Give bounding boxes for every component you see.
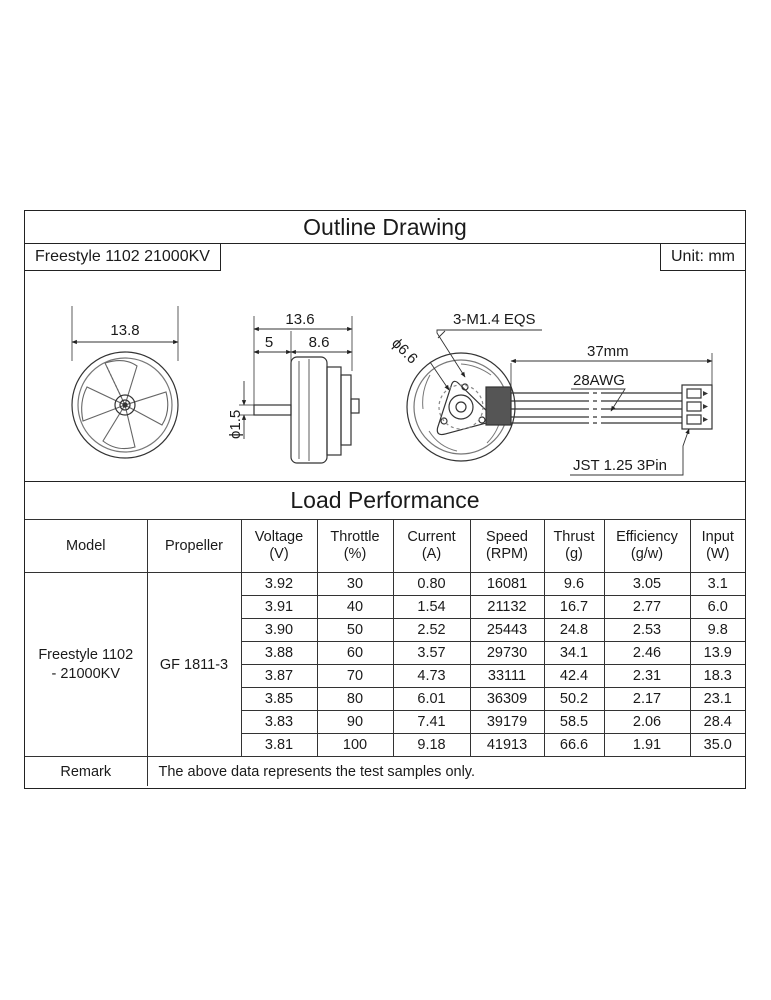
- dim-lead-length: 37mm: [587, 343, 629, 360]
- header-input: Input (W): [690, 520, 745, 573]
- cell-input: 13.9: [690, 642, 745, 665]
- dim-circle-diameter: ϕ6.6: [388, 334, 421, 368]
- cell-speed: 16081: [470, 573, 544, 596]
- header-propeller: Propeller: [147, 520, 241, 573]
- dim-front-width: 13.8: [110, 322, 140, 339]
- cell-thrust: 50.2: [544, 688, 604, 711]
- cell-voltage: 3.88: [241, 642, 317, 665]
- cell-efficiency: 2.77: [604, 596, 690, 619]
- header-speed: Speed (RPM): [470, 520, 544, 573]
- cell-input: 23.1: [690, 688, 745, 711]
- cell-throttle: 50: [317, 619, 393, 642]
- header-efficiency: Efficiency (g/w): [604, 520, 690, 573]
- cell-thrust: 24.8: [544, 619, 604, 642]
- rear-view: [325, 330, 712, 475]
- cell-voltage: 3.83: [241, 711, 317, 734]
- cell-speed: 39179: [470, 711, 544, 734]
- cell-voltage: 3.81: [241, 734, 317, 757]
- cell-input: 3.1: [690, 573, 745, 596]
- cell-thrust: 66.6: [544, 734, 604, 757]
- propeller-cell: GF 1811-3: [147, 573, 241, 757]
- model-label: Freestyle 1102 21000KV: [24, 243, 221, 271]
- cell-speed: 21132: [470, 596, 544, 619]
- cell-speed: 33111: [470, 665, 544, 688]
- performance-title: Load Performance: [290, 487, 480, 513]
- cell-input: 9.8: [690, 619, 745, 642]
- cell-current: 4.73: [393, 665, 470, 688]
- cell-current: 7.41: [393, 711, 470, 734]
- cell-throttle: 30: [317, 573, 393, 596]
- cell-input: 28.4: [690, 711, 745, 734]
- cell-voltage: 3.91: [241, 596, 317, 619]
- header-model: Model: [25, 520, 147, 573]
- header-throttle: Throttle (%): [317, 520, 393, 573]
- cell-thrust: 42.4: [544, 665, 604, 688]
- remark-text: The above data represents the test samples only.: [147, 757, 745, 787]
- cell-voltage: 3.90: [241, 619, 317, 642]
- side-view: [239, 316, 359, 463]
- cell-speed: 25443: [470, 619, 544, 642]
- cell-throttle: 40: [317, 596, 393, 619]
- cell-current: 1.54: [393, 596, 470, 619]
- dim-screw: 3-M1.4 EQS: [453, 311, 536, 328]
- cell-voltage: 3.85: [241, 688, 317, 711]
- cell-efficiency: 2.31: [604, 665, 690, 688]
- dim-wire-gauge: 28AWG: [573, 372, 625, 389]
- cell-efficiency: 2.46: [604, 642, 690, 665]
- header-voltage: Voltage (V): [241, 520, 317, 573]
- dim-side-total: 13.6: [285, 311, 315, 328]
- cell-thrust: 58.5: [544, 711, 604, 734]
- header-thrust: Thrust (g): [544, 520, 604, 573]
- cell-input: 6.0: [690, 596, 745, 619]
- cell-input: 35.0: [690, 734, 745, 757]
- table-header-row: [25, 520, 745, 573]
- dim-shaft-diameter: ϕ1.5: [227, 409, 244, 439]
- cell-current: 9.18: [393, 734, 470, 757]
- dim-side-body: 8.6: [308, 334, 330, 351]
- cell-current: 3.57: [393, 642, 470, 665]
- cell-throttle: 80: [317, 688, 393, 711]
- spec-sheet: [24, 210, 746, 789]
- outline-drawing: [25, 271, 745, 481]
- model-cell: Freestyle 1102 - 21000KV: [25, 573, 147, 757]
- cell-speed: 36309: [470, 688, 544, 711]
- cell-efficiency: 2.06: [604, 711, 690, 734]
- cell-thrust: 16.7: [544, 596, 604, 619]
- dim-connector: JST 1.25 3Pin: [573, 457, 667, 474]
- cell-speed: 41913: [470, 734, 544, 757]
- unit-label: Unit: mm: [660, 243, 746, 271]
- cell-current: 0.80: [393, 573, 470, 596]
- cell-throttle: 60: [317, 642, 393, 665]
- cell-input: 18.3: [690, 665, 745, 688]
- cell-efficiency: 2.53: [604, 619, 690, 642]
- cell-throttle: 100: [317, 734, 393, 757]
- cell-voltage: 3.87: [241, 665, 317, 688]
- performance-table: [25, 519, 745, 786]
- cell-thrust: 34.1: [544, 642, 604, 665]
- cell-throttle: 70: [317, 665, 393, 688]
- cell-thrust: 9.6: [544, 573, 604, 596]
- outline-title: Outline Drawing: [303, 214, 467, 240]
- dim-side-shaft: 5: [264, 334, 274, 351]
- cell-current: 6.01: [393, 688, 470, 711]
- cell-efficiency: 2.17: [604, 688, 690, 711]
- remark-row: [25, 757, 745, 787]
- cell-current: 2.52: [393, 619, 470, 642]
- cell-efficiency: 3.05: [604, 573, 690, 596]
- cell-throttle: 90: [317, 711, 393, 734]
- header-current: Current (A): [393, 520, 470, 573]
- remark-label: Remark: [25, 757, 147, 787]
- table-row: [25, 573, 745, 596]
- cell-voltage: 3.92: [241, 573, 317, 596]
- cell-efficiency: 1.91: [604, 734, 690, 757]
- cell-speed: 29730: [470, 642, 544, 665]
